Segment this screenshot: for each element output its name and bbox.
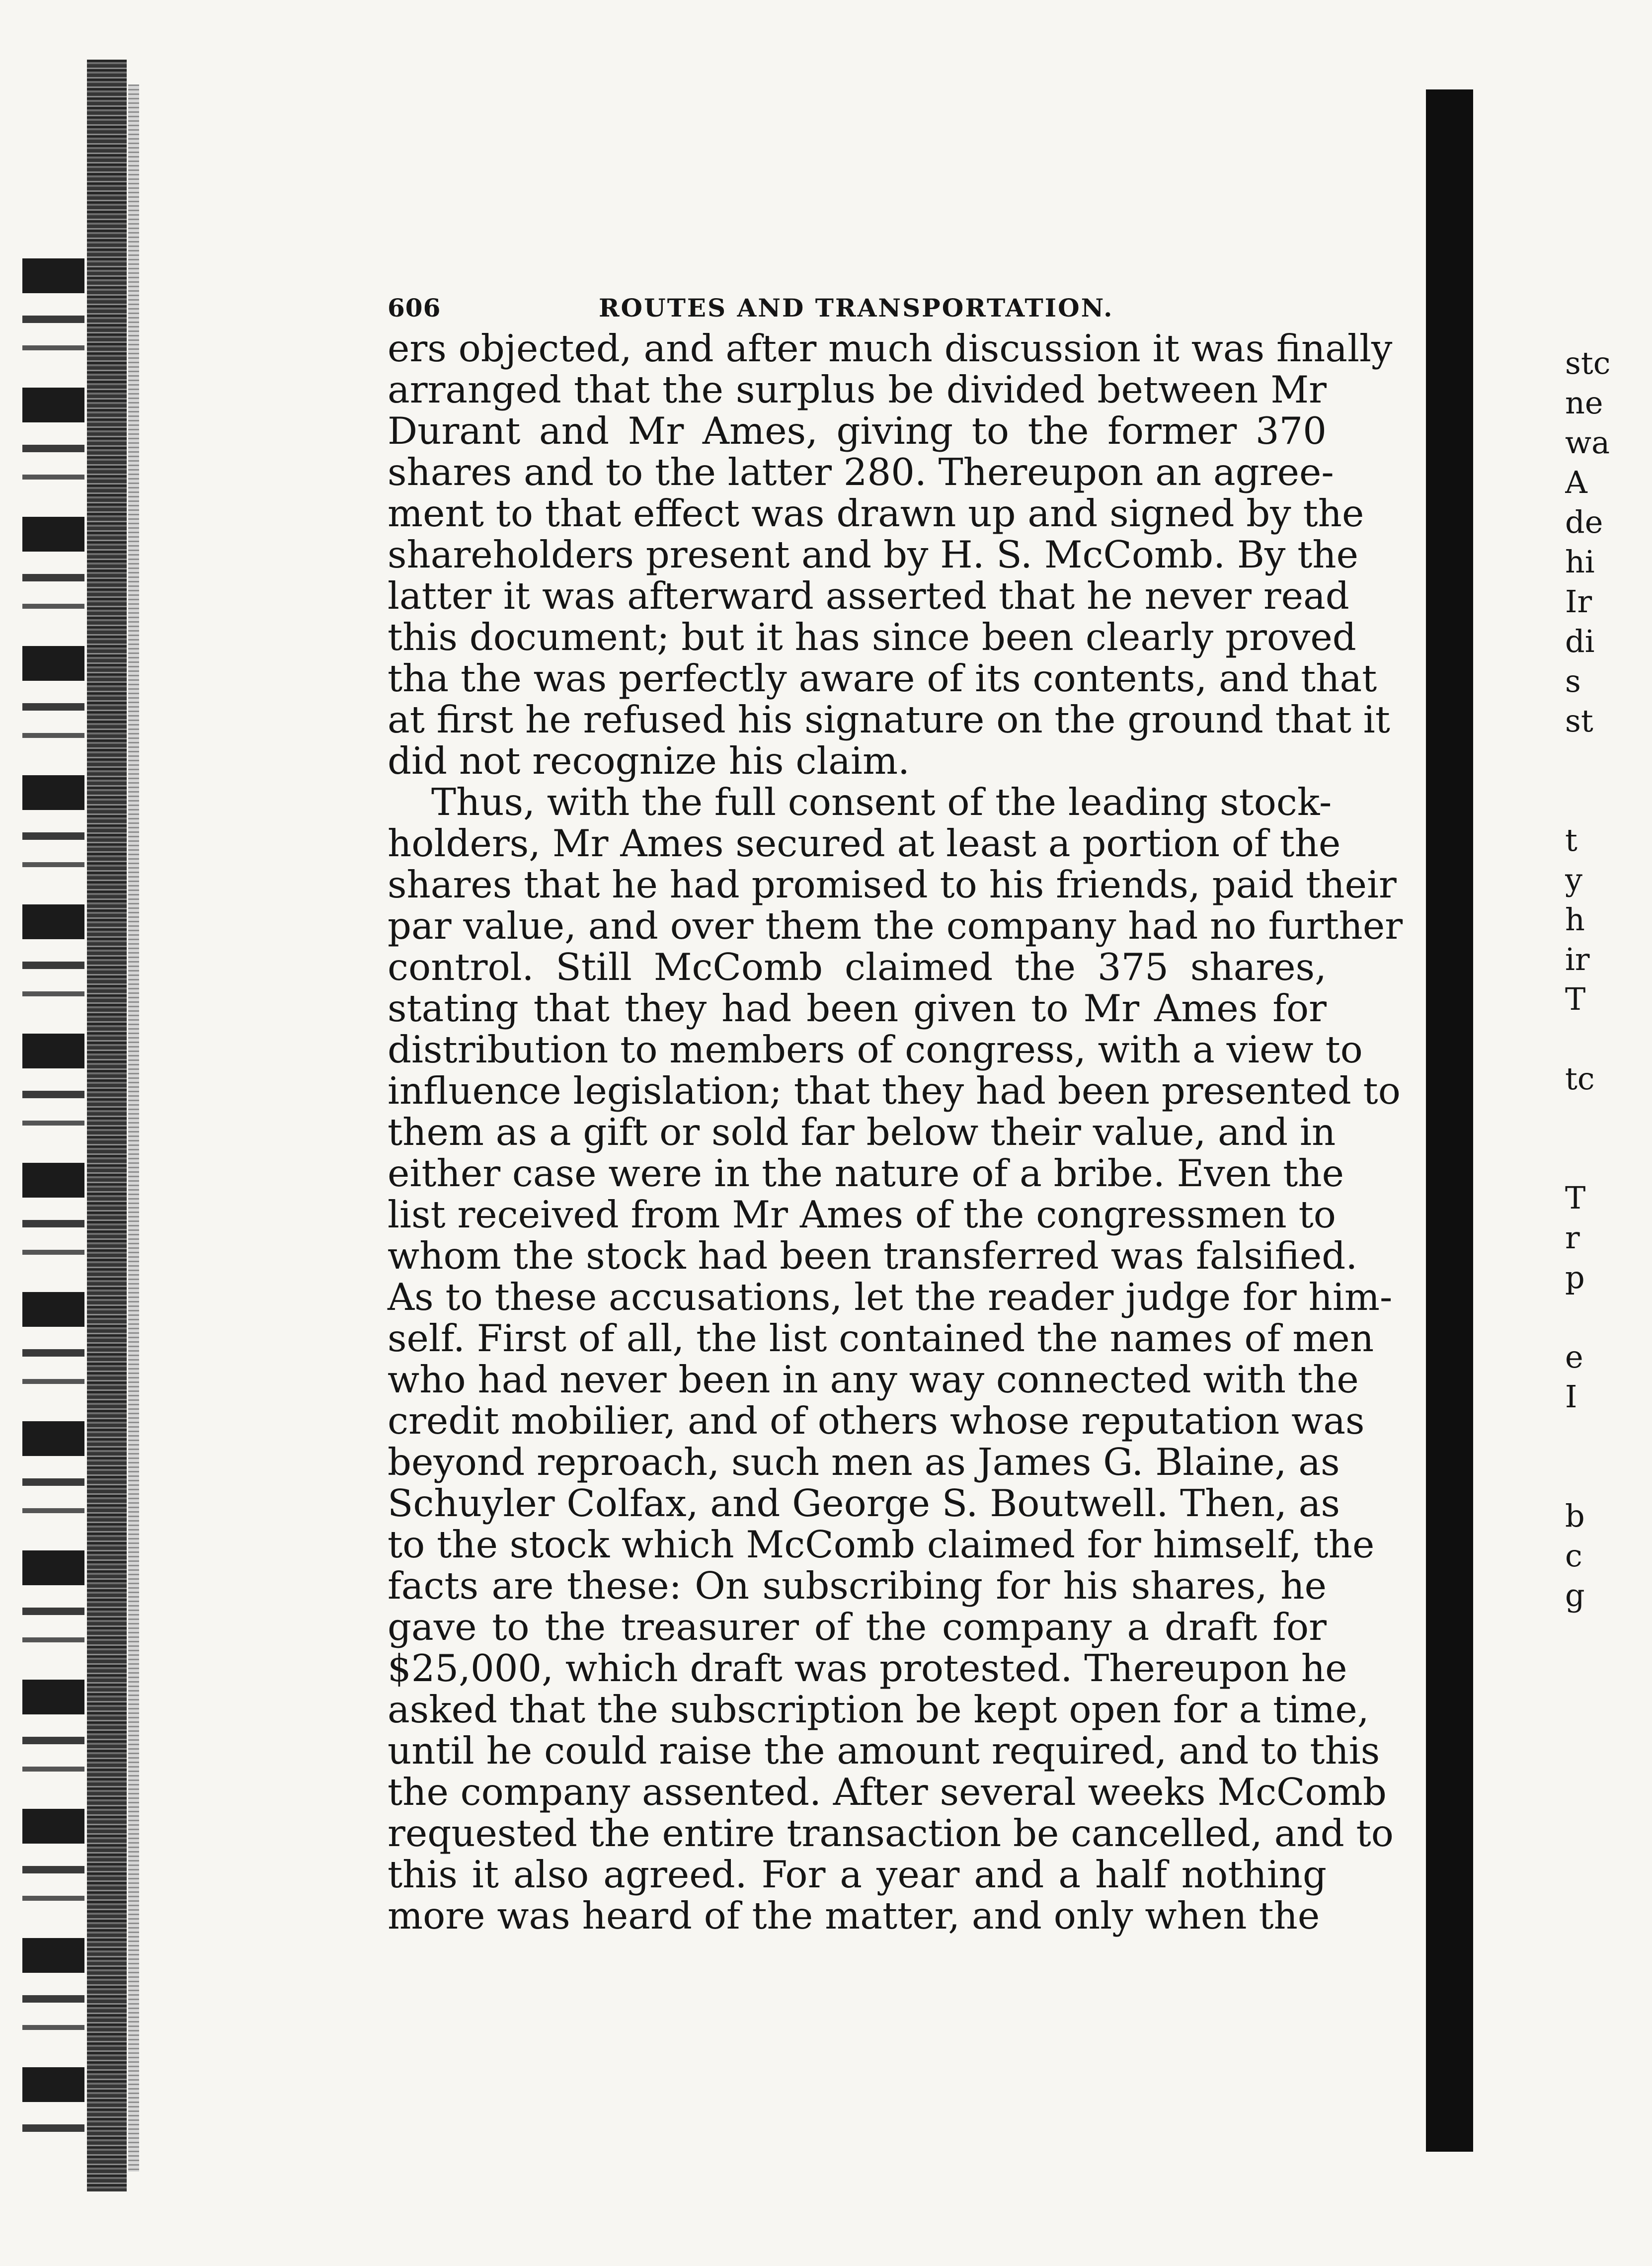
adjacent-page-fragment: c	[1565, 1538, 1582, 1574]
adjacent-page-fragment: g	[1565, 1577, 1585, 1614]
right-page-edge-bar	[1426, 89, 1473, 2152]
text-line: did not recognize his claim.	[388, 739, 910, 783]
text-line: shares that he had promised to his friends, paid their	[388, 863, 1397, 906]
text-line: list received from Mr Ames of the congressmen to	[388, 1193, 1336, 1236]
adjacent-page-fragment: T	[1565, 1180, 1586, 1216]
adjacent-page-fragment: st	[1565, 703, 1593, 739]
text-line: influence legislation; that they had been presented to	[388, 1069, 1401, 1113]
text-line: tha the was perfectly aware of its contents, and that	[388, 656, 1377, 700]
body-text	[388, 326, 1403, 1938]
text-line: holders, Mr Ames secured at least a portion of the	[388, 821, 1341, 865]
adjacent-page-fragment: stc	[1565, 348, 1611, 381]
text-line: either case were in the nature of a bribe. Even the	[388, 1151, 1344, 1195]
text-line: at first he refused his signature on the ground that it	[388, 698, 1390, 741]
text-line: gave to the treasurer of the company a draft for	[388, 1605, 1327, 1649]
adjacent-page-fragment: t	[1565, 822, 1577, 858]
adjacent-page-fragment: A	[1565, 464, 1587, 500]
adjacent-page-fragment: tc	[1565, 1060, 1595, 1097]
text-line: As to these accusations, let the reader judge for him-	[388, 1275, 1393, 1319]
paragraph	[388, 326, 1393, 783]
text-line: shares and to the latter 280. Thereupon an agree-	[388, 450, 1334, 494]
adjacent-page-fragment: wa	[1565, 424, 1610, 461]
adjacent-page-fragment: hi	[1565, 544, 1595, 580]
text-line: ment to that effect was drawn up and signed by the	[388, 491, 1364, 535]
adjacent-page-fragment: y	[1565, 862, 1583, 898]
text-line: $25,000, which draft was protested. Thereupon he	[388, 1646, 1347, 1690]
text-line: requested the entire transaction be cancelled, and to	[388, 1811, 1394, 1855]
adjacent-page-fragment: ir	[1565, 941, 1590, 977]
text-line: latter it was afterward asserted that he never read	[388, 574, 1349, 618]
text-line: the company assented. After several weeks McComb	[388, 1770, 1387, 1814]
adjacent-page-fragment: de	[1565, 504, 1603, 540]
text-line: Thus, with the full consent of the leading stock-	[431, 780, 1332, 824]
text-line: this document; but it has since been clearly proved	[388, 615, 1356, 659]
adjacent-page-fragment: p	[1565, 1259, 1585, 1295]
book-spine-edge	[87, 60, 127, 2191]
gutter-scan-marks	[22, 258, 84, 2147]
adjacent-page-fragment: s	[1565, 663, 1581, 699]
text-line: arranged that the surplus be divided between Mr	[388, 368, 1327, 411]
adjacent-page-fragment-column	[1565, 348, 1652, 1690]
adjacent-page-fragment: e	[1565, 1339, 1583, 1375]
book-spine-shadow	[128, 84, 139, 2172]
adjacent-page-fragment: Ir	[1565, 583, 1592, 620]
running-head	[388, 268, 1327, 328]
adjacent-page-fragment: ne	[1565, 385, 1603, 421]
text-line: Schuyler Colfax, and George S. Boutwell. Then, as	[388, 1481, 1340, 1525]
adjacent-page-fragment: di	[1565, 623, 1595, 659]
text-line: control. Still McComb claimed the 375 shares,	[388, 945, 1327, 989]
text-line: whom the stock had been transferred was falsified.	[388, 1234, 1358, 1278]
binding-gutter	[0, 0, 149, 2266]
adjacent-page-fragment: I	[1565, 1378, 1577, 1415]
text-line: credit mobilier, and of others whose reputation was	[388, 1399, 1365, 1443]
text-line: them as a gift or sold far below their value, and in	[388, 1110, 1336, 1154]
text-line: par value, and over them the company had no further	[388, 904, 1403, 948]
text-line: facts are these: On subscribing for his shares, he	[388, 1564, 1327, 1608]
text-line: beyond reproach, such men as James G. Blaine, as	[388, 1440, 1340, 1484]
text-line: this it also agreed. For a year and a half nothing	[388, 1853, 1327, 1896]
text-line: more was heard of the matter, and only when the	[388, 1894, 1320, 1938]
adjacent-page-fragment: b	[1565, 1498, 1585, 1534]
running-title: ROUTES AND TRANSPORTATION.	[599, 293, 1114, 323]
text-line: until he could raise the amount required, and to this	[388, 1729, 1380, 1773]
text-line: distribution to members of congress, with a view to	[388, 1028, 1363, 1071]
adjacent-page-fragment: T	[1565, 981, 1586, 1017]
adjacent-page-fragment: h	[1565, 901, 1585, 938]
text-line: stating that they had been given to Mr Ames for	[388, 986, 1327, 1030]
text-line: self. First of all, the list contained the names of men	[388, 1316, 1374, 1360]
text-line: asked that the subscription be kept open for a time,	[388, 1688, 1369, 1731]
text-line: ers objected, and after much discussion it was finally	[388, 326, 1393, 370]
text-line: who had never been in any way connected with the	[388, 1358, 1359, 1401]
text-line: shareholders present and by H. S. McComb. By the	[388, 533, 1359, 576]
page-number: 606	[388, 293, 441, 323]
adjacent-page-fragment: r	[1565, 1219, 1580, 1256]
text-line: to the stock which McComb claimed for himself, the	[388, 1523, 1375, 1566]
book-page	[388, 268, 1403, 1938]
paragraph	[388, 780, 1403, 1938]
text-line: Durant and Mr Ames, giving to the former 370	[388, 409, 1327, 453]
